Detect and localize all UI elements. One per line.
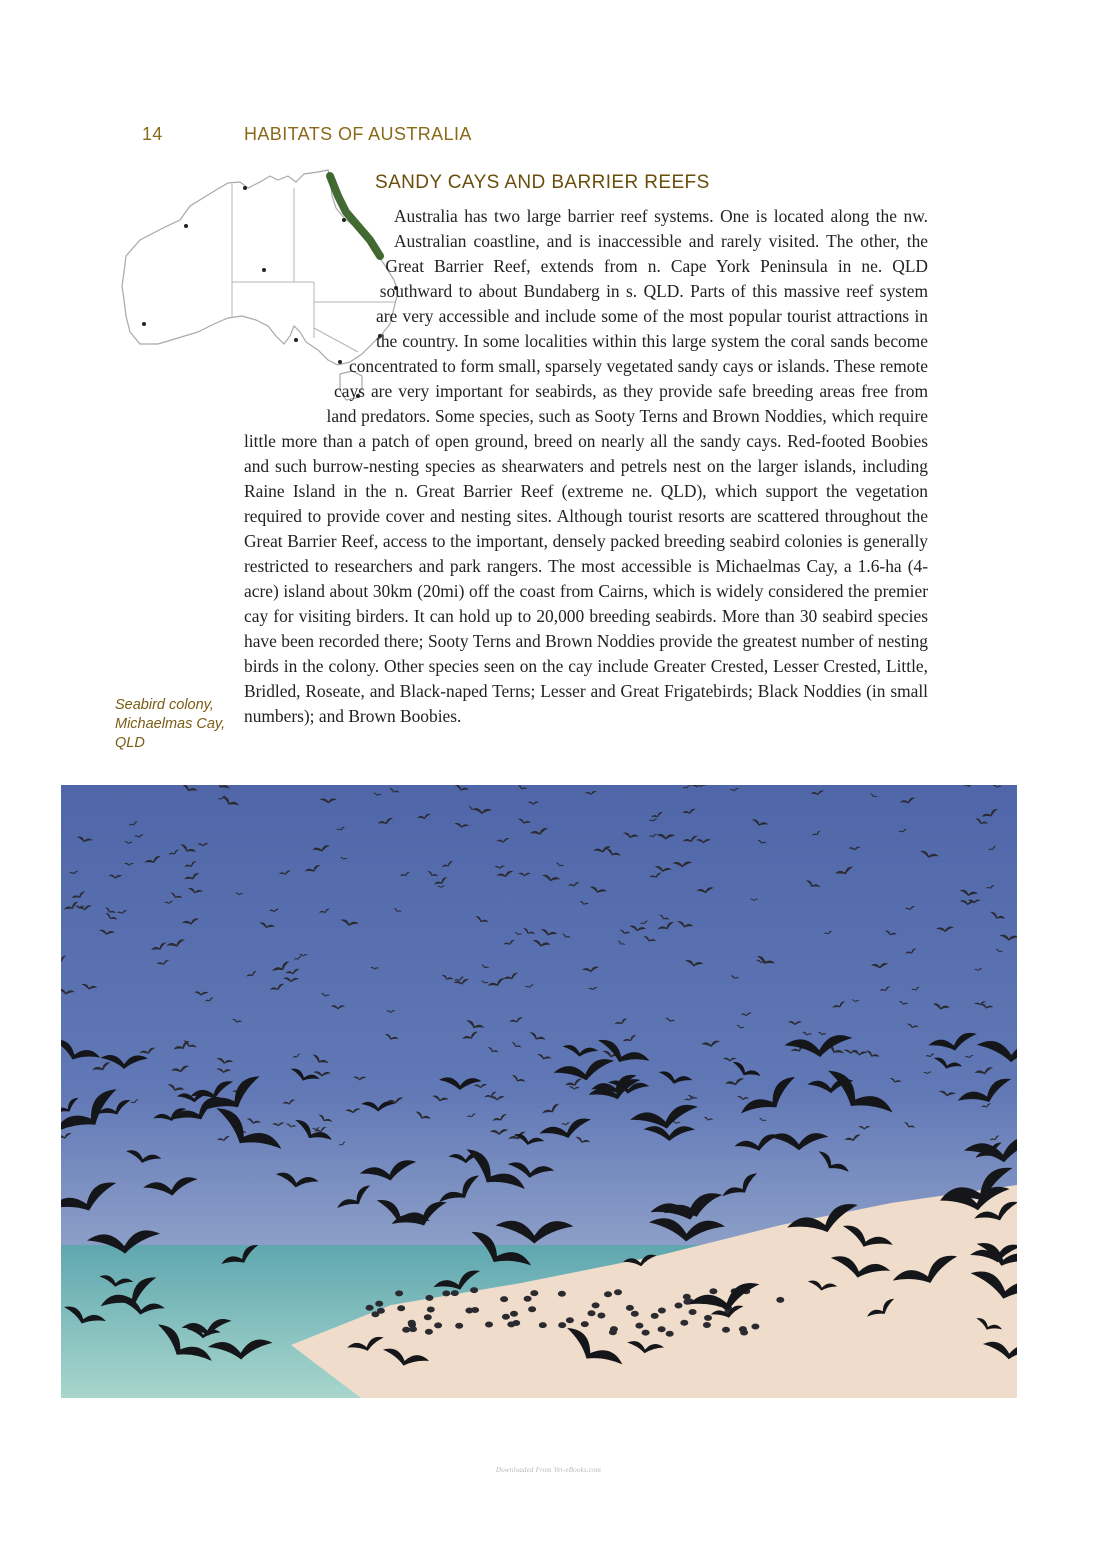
roosting-bird: [581, 1321, 589, 1327]
roosting-bird: [566, 1317, 574, 1323]
roosting-bird: [512, 1320, 520, 1326]
roosting-bird: [604, 1291, 612, 1297]
roosting-bird: [776, 1297, 784, 1303]
seabird-colony-photo: [61, 785, 1017, 1398]
roosting-bird: [539, 1322, 547, 1328]
roosting-bird: [485, 1322, 493, 1328]
roosting-bird: [631, 1311, 639, 1317]
roosting-bird: [424, 1314, 432, 1320]
roosting-bird: [397, 1305, 405, 1311]
roosting-bird: [680, 1320, 688, 1326]
sky: [61, 785, 1017, 1255]
roosting-bird: [470, 1287, 478, 1293]
roosting-bird: [471, 1307, 479, 1313]
roosting-bird: [558, 1322, 566, 1328]
roosting-bird: [395, 1290, 403, 1296]
roosting-bird: [614, 1289, 622, 1295]
page-number: 14: [142, 124, 163, 144]
roosting-bird: [434, 1322, 442, 1328]
roosting-bird: [510, 1311, 518, 1317]
roosting-bird: [427, 1307, 435, 1313]
roosting-bird: [651, 1313, 659, 1319]
footer-watermark: Downloaded From Vet-eBooks.com: [495, 1466, 602, 1474]
roosting-bird: [500, 1296, 508, 1302]
section-title: SANDY CAYS AND BARRIER REEFS: [375, 172, 710, 193]
roosting-bird: [375, 1301, 383, 1307]
roosting-bird: [588, 1310, 596, 1316]
roosting-bird: [666, 1331, 674, 1337]
roosting-bird: [455, 1323, 463, 1329]
roosting-bird: [675, 1303, 683, 1309]
roosting-bird: [704, 1315, 712, 1321]
roosting-bird: [402, 1327, 410, 1333]
roosting-bird: [528, 1306, 536, 1312]
roosting-bird: [425, 1295, 433, 1301]
roosting-bird: [658, 1308, 666, 1314]
body-paragraph: Australia has two large barrier reef systems. One is located along the nw. Australian coastline, and is inaccessible and rarely visited. The other, the Great Barrier Reef, extends from n. Cape York Peninsula in ne. QLD southward to about Bundaberg in s. QLD. Parts of this massive reef system are very accessible and include some of the most popular tourist attractions in the country. In some localities within this large system the coral sands become concentrated to form small, sparsely vegetated sandy cays or islands. These remote cays are very important for seabirds, as they provide safe breeding areas free from land predators. Some species, such as Sooty Terns and Brown Noddies, which require little more than a patch of open ground, breed on nearly all the sandy cays. Red-footed Boobies and such burrow-nesting species as shearwaters and petrels nest on the larger islands, including Raine Island in the n. Great Barrier Reef (extreme ne. QLD), which support the vegetation required to provide cover and nesting sites. Although tourist resorts are scattered throughout the Great Barrier Reef, access to the important, densely packed breeding seabird colonies is generally restricted to researchers and park rangers. The most accessible is Michaelmas Cay, a 1.6-ha (4-acre) island about 30km (20mi) off the coast from Cairns, which is widely considered the premier cay for visiting birders. It can hold up to 20,000 breeding seabirds. More than 30 seabird species have been recorded there; Sooty Terns and Brown Noddies provide the greatest number of nesting birds in the colony. Other species seen on the cay include Greater Crested, Lesser Crested, Little, Bridled, Roseate, and Black-naped Terns; Lesser and Great Frigatebirds; Black Noddies (in small numbers); and Brown Boobies.: [244, 206, 928, 726]
roosting-bird: [642, 1330, 650, 1336]
roosting-bird: [658, 1326, 666, 1332]
roosting-bird: [409, 1326, 417, 1332]
roosting-bird: [371, 1311, 379, 1317]
roosting-bird: [722, 1327, 730, 1333]
roosting-bird: [626, 1305, 634, 1311]
running-head: HABITATS OF AUSTRALIA: [244, 124, 472, 144]
roosting-bird: [609, 1329, 617, 1335]
roosting-bird: [689, 1309, 697, 1315]
roosting-bird: [635, 1323, 643, 1329]
roosting-bird: [751, 1324, 759, 1330]
roosting-bird: [530, 1290, 538, 1296]
roosting-bird: [366, 1305, 374, 1311]
roosting-bird: [451, 1290, 459, 1296]
caption: Seabird colony, Michaelmas Cay, QLD: [115, 697, 226, 751]
roosting-bird: [524, 1296, 532, 1302]
roosting-bird: [740, 1330, 748, 1336]
roosting-bird: [703, 1322, 711, 1328]
roosting-bird: [558, 1291, 566, 1297]
roosting-bird: [425, 1329, 433, 1335]
roosting-bird: [709, 1288, 717, 1294]
roosting-bird: [442, 1290, 450, 1296]
roosting-bird: [597, 1313, 605, 1319]
roosting-bird: [502, 1314, 510, 1320]
body-text-block: [244, 204, 928, 729]
roosting-bird: [592, 1302, 600, 1308]
